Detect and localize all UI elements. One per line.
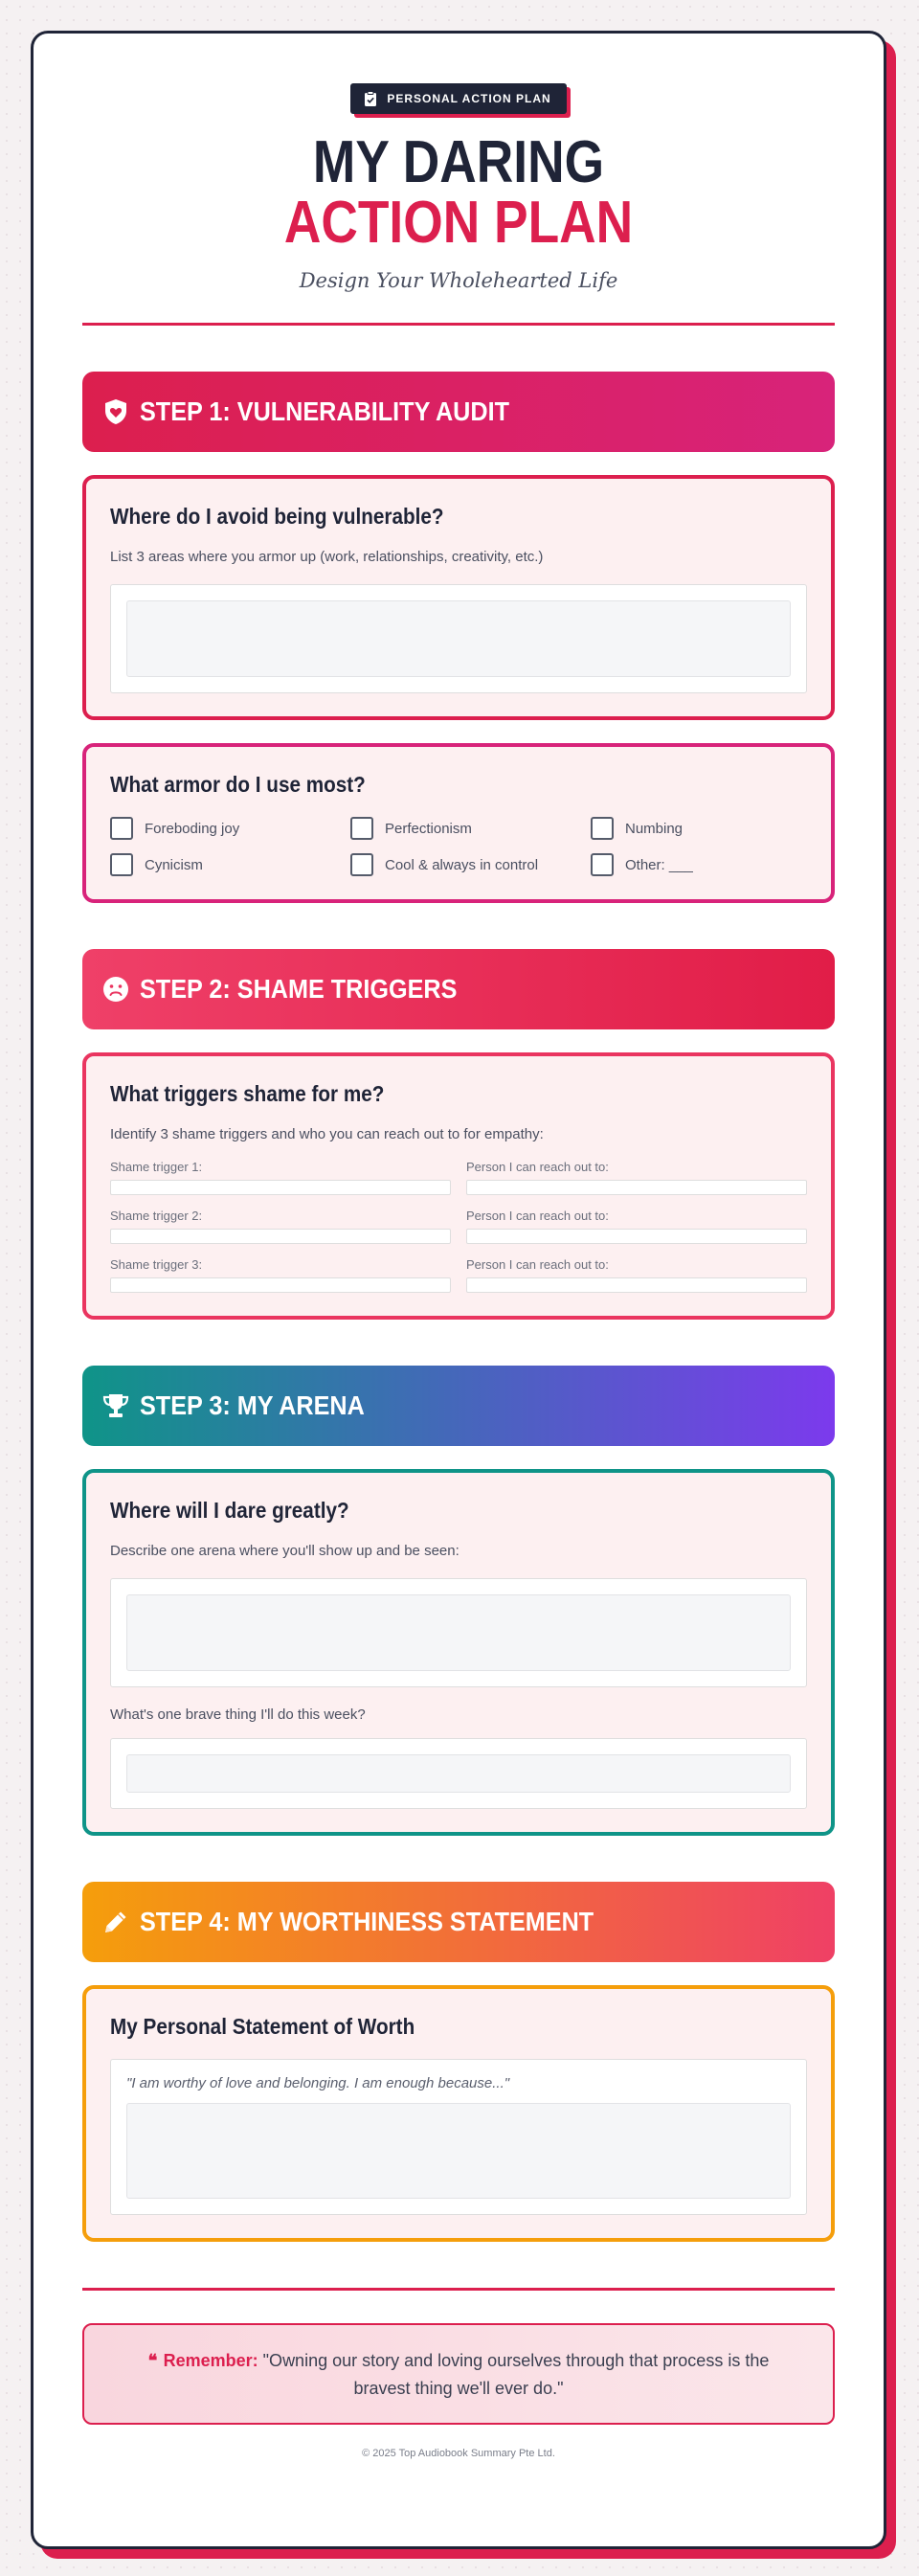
step1-answer-textarea[interactable]: [126, 600, 791, 677]
checkbox[interactable]: [591, 853, 614, 876]
badge: [350, 83, 566, 114]
remember-quote: "Owning our story and loving ourselves through that process is the bravest thing we'll ever do.": [262, 2350, 770, 2398]
header: [82, 83, 835, 292]
step1-question1-hint: List 3 areas where you armor up (work, relationships, creativity, etc.): [110, 549, 544, 565]
step1-banner: [82, 372, 835, 452]
worth-statement-prompt: "I am worthy of love and belonging. I am enough because...": [126, 2075, 510, 2091]
step1-question2-box: [82, 743, 835, 903]
shame-trigger-grid: [110, 1146, 807, 1293]
remember-label: Remember:: [163, 2350, 258, 2370]
armor-option[interactable]: Cool & always in control: [350, 853, 591, 876]
step2-box: [82, 1052, 835, 1320]
step3-question-title: Where will I dare greatly?: [110, 1498, 349, 1523]
quote-icon: ❝: [147, 2350, 164, 2371]
divider: [82, 2288, 835, 2291]
person-label: Person I can reach out to:: [466, 1209, 609, 1223]
worth-statement-textarea[interactable]: [126, 2103, 791, 2199]
trigger-input[interactable]: [110, 1229, 451, 1244]
action-plan-card: [31, 31, 886, 2549]
footer-copyright: © 2025 Top Audiobook Summary Pte Ltd.: [362, 2448, 555, 2459]
checkbox[interactable]: [591, 817, 614, 840]
arena-answer-textarea[interactable]: [126, 1594, 791, 1671]
brave-thing-input[interactable]: [126, 1754, 791, 1793]
trigger-input[interactable]: [110, 1180, 451, 1195]
step1-question1-box: [82, 475, 835, 720]
step1-question1-title: Where do I avoid being vulnerable?: [110, 504, 444, 529]
armor-option[interactable]: Other: ___: [591, 853, 807, 876]
brave-thing-container: [110, 1738, 807, 1809]
armor-option[interactable]: Numbing: [591, 817, 807, 840]
step2-title: STEP 2: SHAME TRIGGERS: [140, 974, 458, 1004]
trigger-label: Shame trigger 1:: [110, 1160, 203, 1174]
person-label: Person I can reach out to:: [466, 1160, 609, 1174]
person-input[interactable]: [466, 1180, 807, 1195]
step3-banner: [82, 1366, 835, 1446]
step2-banner: [82, 949, 835, 1029]
person-input[interactable]: [466, 1277, 807, 1293]
page-title-line2: ACTION PLAN: [283, 190, 634, 256]
clipboard-check-icon: [364, 91, 377, 106]
step4-banner: [82, 1882, 835, 1962]
step2-question-title: What triggers shame for me?: [110, 1081, 385, 1106]
step3-hint2: What's one brave thing I'll do this week?: [110, 1706, 366, 1723]
person-input[interactable]: [466, 1229, 807, 1244]
badge-label: PERSONAL ACTION PLAN: [387, 92, 551, 105]
divider: [82, 323, 835, 326]
shield-heart-icon: [101, 397, 130, 426]
armor-option[interactable]: Cynicism: [110, 853, 350, 876]
step4-question-title: My Personal Statement of Worth: [110, 2014, 415, 2039]
person-label: Person I can reach out to:: [466, 1257, 609, 1272]
trophy-icon: [101, 1391, 130, 1420]
sad-face-icon: [101, 975, 130, 1004]
remember-quote-box: [82, 2323, 835, 2425]
checkbox[interactable]: [350, 817, 373, 840]
trigger-label: Shame trigger 2:: [110, 1209, 203, 1223]
step3-title: STEP 3: MY ARENA: [140, 1390, 365, 1420]
armor-option[interactable]: Perfectionism: [350, 817, 591, 840]
worth-statement-container: [110, 2059, 807, 2215]
step3-box: [82, 1469, 835, 1836]
trigger-label: Shame trigger 3:: [110, 1257, 203, 1272]
step2-hint: Identify 3 shame triggers and who you can reach out to for empathy:: [110, 1126, 544, 1142]
step3-hint: Describe one arena where you'll show up and be seen:: [110, 1543, 460, 1559]
step1-answer-container: [110, 584, 807, 693]
step4-title: STEP 4: MY WORTHINESS STATEMENT: [140, 1907, 594, 1936]
checkbox[interactable]: [350, 853, 373, 876]
step1-title: STEP 1: VULNERABILITY AUDIT: [140, 396, 509, 426]
page-subtitle: Design Your Wholehearted Life: [299, 269, 618, 292]
trigger-input[interactable]: [110, 1277, 451, 1293]
arena-answer-container: [110, 1578, 807, 1687]
armor-option[interactable]: Foreboding joy: [110, 817, 350, 840]
step1-question2-title: What armor do I use most?: [110, 772, 366, 797]
pencil-icon: [101, 1908, 130, 1936]
checkbox[interactable]: [110, 853, 133, 876]
page-title-line1: MY DARING: [312, 129, 605, 195]
step4-box: [82, 1985, 835, 2242]
armor-checklist: [110, 817, 807, 876]
checkbox[interactable]: [110, 817, 133, 840]
